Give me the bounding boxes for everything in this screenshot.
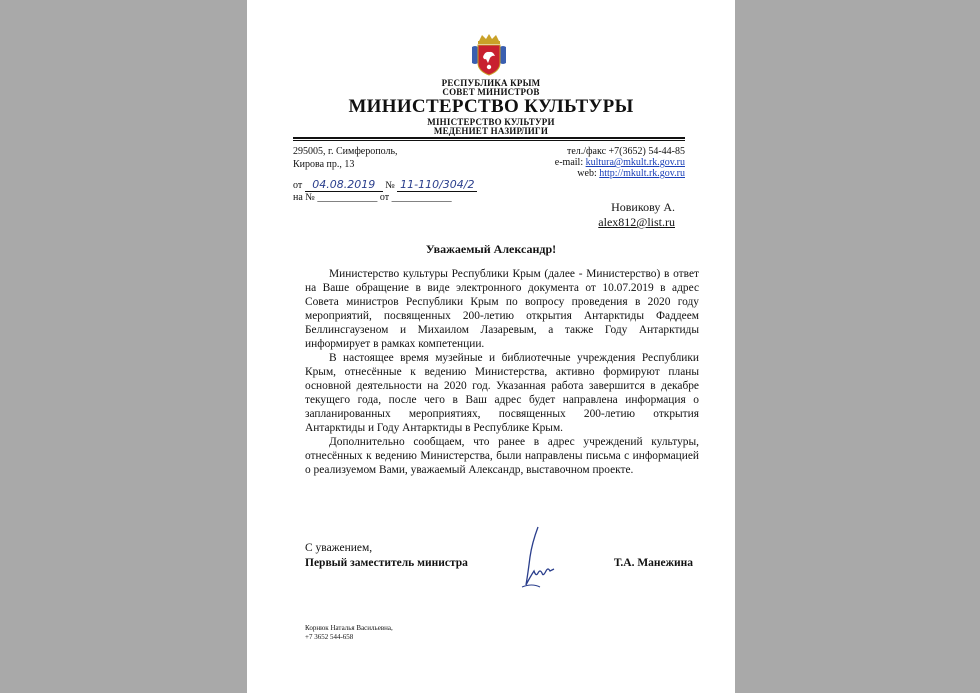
executor-name: Корнюк Наталья Васильевна, xyxy=(305,624,393,632)
body-paragraph: В настоящее время музейные и библиотечные учреждения Республики Крым, отнесённые к ведению Министерства, активно формируют планы основной деятельности на 2020 год. Указанная работа завершится в декабре текущего года, после чего в Ваш адрес будет направлена информация о запланированных мероприятиях, посвященных 200-летию открытия Антарктиды и Году Антарктиды в Республике Крым. xyxy=(305,352,699,434)
number-label: № xyxy=(385,180,395,191)
executor-phone: +7 3652 544-658 xyxy=(305,633,354,641)
header-council: СОВЕТ МИНИСТРОВ xyxy=(442,87,540,97)
body-paragraph: Дополнительно сообщаем, что ранее в адрес учреждений культуры, отнесённых к ведению Министерства, были направлены письма с информацией о реализуемом Вами, уважаемый Александр, выставочном проекте. xyxy=(305,436,699,476)
recipient-name: Новикову А. xyxy=(611,200,675,214)
signer-name: Т.А. Манежина xyxy=(613,557,693,569)
header-ministry: МИНИСТЕРСТВО КУЛЬТУРЫ xyxy=(348,96,634,117)
crimea-coat-of-arms-icon xyxy=(470,33,508,77)
signer-position: Первый заместитель министра xyxy=(305,557,468,569)
from-label: от xyxy=(293,180,303,191)
address-web-row xyxy=(577,168,685,179)
address-line2: Кирова пр., 13 xyxy=(293,159,355,170)
header-ministry-ua: МІНІСТЕРСТВО КУЛЬТУРИ xyxy=(427,117,555,127)
letter-body xyxy=(305,267,699,477)
greeting: Уважаемый Александр! xyxy=(425,242,557,256)
header-ministry-crh: МЕДЕНИЕТ НАЗИРЛИГИ xyxy=(433,126,549,136)
web-label: web: xyxy=(577,168,597,179)
header-rule-thin xyxy=(293,140,685,141)
email-link[interactable]: kultura@mkult.rk.gov.ru xyxy=(585,157,685,168)
reference-line xyxy=(293,178,477,192)
reference-date: 04.08.2019 xyxy=(305,178,383,192)
header-rule xyxy=(293,137,685,139)
address-line1: 295005, г. Симферополь, xyxy=(293,146,398,157)
address-email-row xyxy=(555,157,685,168)
body-paragraph: Министерство культуры Республики Крым (далее - Министерство) в ответ на Ваше обращение в виде электронного документа от 10.07.2019 в адрес Совета министров Республики Крым по вопросу проведения в 2020 году мероприятий, посвященных 200-летию открытия Антарктиды Фаддеем Беллинсгаузеном и Михаилом Лазаревым, а также Году Антарктиды информирует в рамках компетенции. xyxy=(305,268,699,350)
letter-page xyxy=(247,0,735,693)
web-link[interactable]: http://mkult.rk.gov.ru xyxy=(599,168,685,179)
reference-number: 11-110/304/2 xyxy=(397,178,477,192)
address-phone: тел./факс +7(3652) 54-44-85 xyxy=(566,146,685,157)
email-label: e-mail: xyxy=(554,157,584,168)
reply-date-blank: ____________ xyxy=(391,192,452,203)
recipient-email[interactable]: alex812@list.ru xyxy=(598,215,675,229)
reply-from-label: от xyxy=(379,192,390,203)
reply-line xyxy=(293,192,452,203)
reply-label: на № xyxy=(293,192,315,203)
handwritten-signature xyxy=(510,525,566,595)
closing: С уважением, xyxy=(305,542,373,554)
reply-number-blank: ____________ xyxy=(317,192,378,203)
header-republic: РЕСПУБЛИКА КРЫМ xyxy=(441,78,541,88)
